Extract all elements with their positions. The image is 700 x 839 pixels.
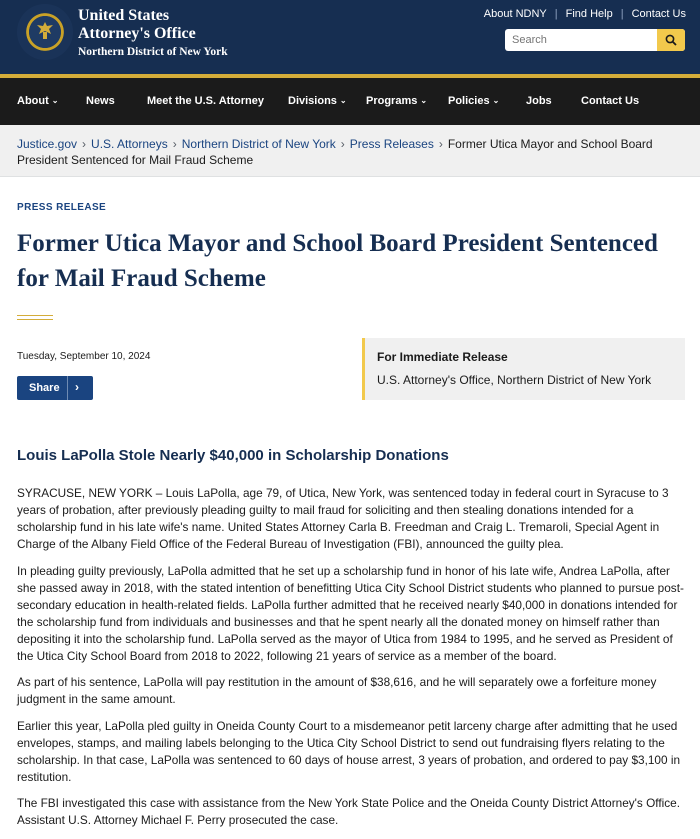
share-label: Share: [29, 382, 60, 394]
immediate-release-label: For Immediate Release: [377, 350, 508, 364]
nav-item-programs[interactable]: [366, 95, 427, 107]
article-paragraph: As part of his sentence, LaPolla will pay restitution in the amount of $38,616, and he will separately owe a forfeiture money judgment in the same amount.: [17, 675, 657, 706]
breadcrumb-press-releases[interactable]: Press Releases: [349, 137, 434, 151]
breadcrumb-us-attorneys[interactable]: U.S. Attorneys: [91, 137, 168, 151]
office-name-line2: Attorney's Office: [78, 25, 196, 42]
nav-item-about[interactable]: [17, 95, 58, 107]
search-placeholder: Search: [512, 34, 547, 46]
breadcrumb-separator: ›: [438, 137, 443, 151]
article-paragraph: SYRACUSE, NEW YORK – Louis LaPolla, age 79, of Utica, New York, was sentenced today in federal court in Syracuse to 3 years of probation, after previously pleading guilty to mail fraud for soliciting and then stealing donations intended for a scholarship fund in his late wife's name. United States Attorney Carla B. Freedman and Craig L. Tremaroli, Special Agent in Charge of the Albany Field Office of the Federal Bureau of Investigation (FBI), announced the guilty plea.: [17, 486, 669, 551]
about-ndny-link[interactable]: About NDNY: [483, 8, 547, 20]
nav-item-divisions[interactable]: [288, 95, 347, 107]
chevron-right-icon: ›: [75, 380, 79, 394]
nav-item-policies[interactable]: [448, 95, 499, 107]
link-separator: |: [620, 8, 624, 20]
doj-seal-icon[interactable]: [17, 4, 73, 60]
chevron-down-icon: ⌄: [51, 96, 59, 105]
breadcrumb-separator: ›: [340, 137, 345, 151]
chevron-down-icon: ⌄: [420, 96, 428, 105]
title-divider: [17, 315, 53, 320]
nav-item-label: Contact Us: [581, 95, 640, 107]
link-separator: |: [554, 8, 558, 20]
press-release-label: PRESS RELEASE: [17, 202, 107, 213]
nav-item-label: Programs: [366, 95, 418, 107]
eagle-icon: [33, 19, 57, 43]
main-nav: [0, 78, 700, 125]
nav-item-meet-us-attorney[interactable]: [147, 95, 264, 107]
release-office: U.S. Attorney's Office, Northern District of New York: [377, 373, 652, 387]
article-paragraph: The FBI investigated this case with assistance from the New York State Police and the Oneida County District Attorney's Office. Assistant U.S. Attorney Michael F. Perry prosecuted the case.: [17, 796, 680, 827]
article-subheading: Louis LaPolla Stole Nearly $40,000 in Scholarship Donations: [17, 447, 449, 464]
page-title: Former Utica Mayor and School Board President Sentenced for Mail Fraud Scheme: [17, 230, 658, 292]
breadcrumb-justice-gov[interactable]: Justice.gov: [17, 137, 78, 151]
breadcrumb: [0, 125, 700, 177]
release-date: Tuesday, September 10, 2024: [17, 351, 151, 362]
nav-item-label: About: [17, 95, 49, 107]
office-name[interactable]: [78, 7, 228, 60]
find-help-link[interactable]: Find Help: [565, 8, 613, 20]
nav-item-jobs[interactable]: [526, 95, 552, 107]
immediate-release-box: [362, 338, 685, 400]
breadcrumb-current: Former Utica Mayor and School Board President Sentenced for Mail Fraud Scheme: [17, 137, 653, 167]
search-icon: [665, 34, 677, 46]
breadcrumb-separator: ›: [172, 137, 177, 151]
chevron-down-icon: ⌄: [339, 96, 347, 105]
breadcrumb-ndny[interactable]: Northern District of New York: [181, 137, 336, 151]
contact-us-link[interactable]: Contact Us: [631, 8, 686, 20]
nav-item-label: Jobs: [526, 95, 552, 107]
article-paragraph: Earlier this year, LaPolla pled guilty in Oneida County Court to a misdemeanor petit larceny charge after admitting that he used envelopes, stamps, and mailing labels belonging to the Utica City School District to send out fundraising flyers relating to the scholarship. In that case, LaPolla was sentenced to 60 days of house arrest, 3 years of probation, and ordered to pay $3,100 in restitution.: [17, 718, 681, 784]
breadcrumb-separator: ›: [82, 137, 87, 151]
search-input[interactable]: [505, 29, 685, 51]
office-name-line1: United States: [78, 7, 170, 24]
utility-links: [484, 8, 686, 20]
search-button[interactable]: [657, 29, 685, 51]
article-body: [17, 485, 685, 839]
nav-item-news[interactable]: [86, 95, 115, 107]
nav-item-label: News: [86, 95, 115, 107]
chevron-down-icon: ⌄: [492, 96, 500, 105]
nav-item-contact-us[interactable]: [581, 95, 639, 107]
article-paragraph: In pleading guilty previously, LaPolla admitted that he set up a scholarship fund in honor of his late wife, Andrea LaPolla, after she passed away in 2018, with the stated intention of benefitting Utica City School District students who planned to pursue post-secondary education in health-related fields. LaPolla further admitted that he received nearly $40,000 in donations intended for the scholarship fund from individuals and businesses and that he spent nearly all the donated money on himself rather than depositing it into the scholarship fund. LaPolla served as the mayor of Utica from 1984 to 1995, and he served as President of the Utica City School Board from 2018 to 2022, following 21 years of service as a member of the board.: [17, 563, 684, 663]
office-name-district: Northern District of New York: [78, 46, 228, 58]
share-button[interactable]: [17, 376, 93, 400]
nav-item-label: Policies: [448, 95, 490, 107]
nav-item-label: Divisions: [288, 95, 337, 107]
nav-item-label: Meet the U.S. Attorney: [147, 95, 264, 107]
site-header: [0, 0, 700, 74]
share-divider: [67, 376, 68, 400]
